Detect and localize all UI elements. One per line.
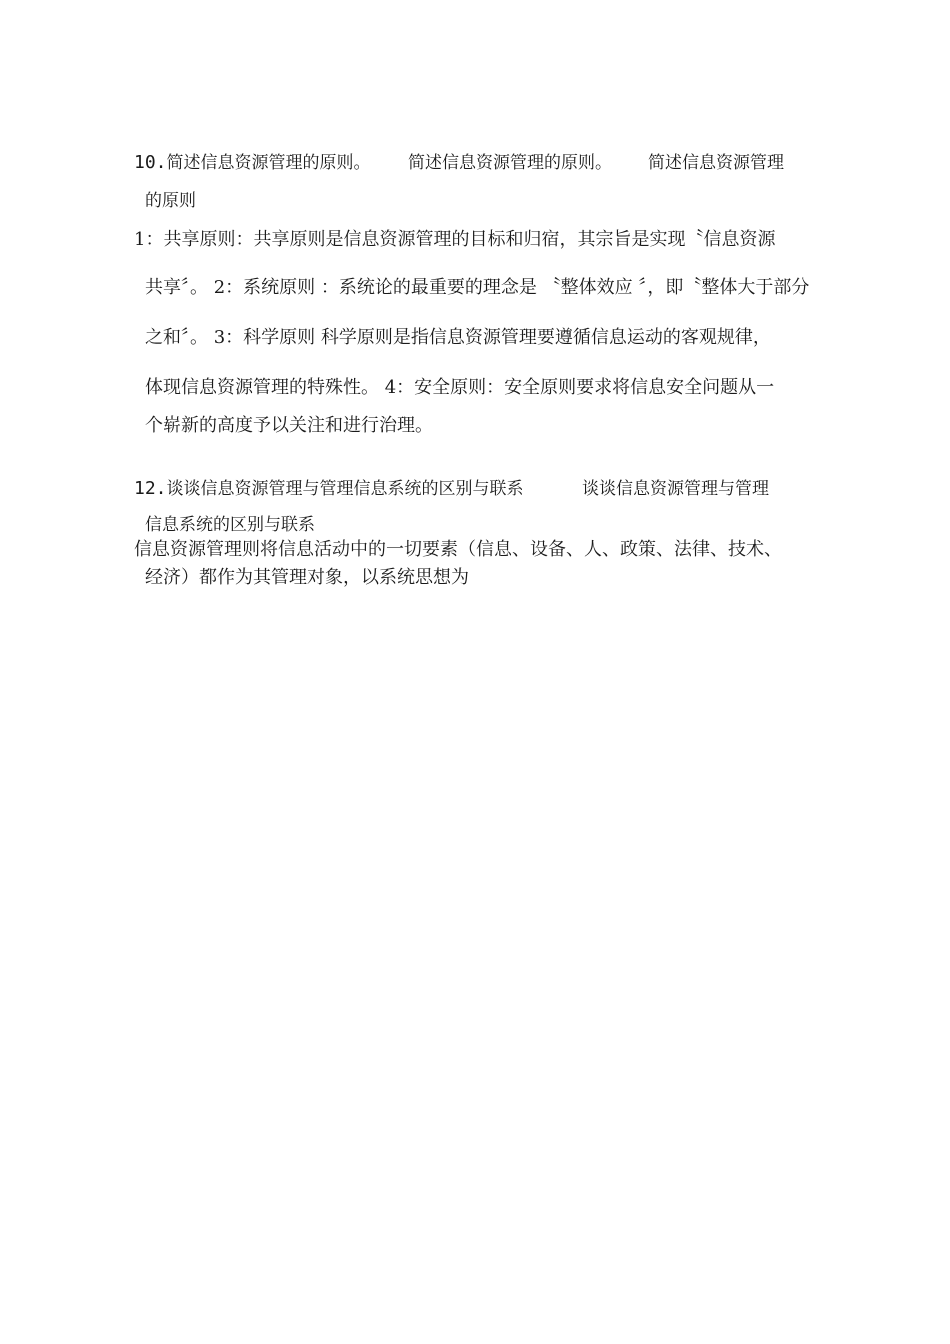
heading-text-repeat: 谈谈信息资源管理与管理 <box>582 479 769 499</box>
body-line: 个崭新的高度予以关注和进行治理。 <box>145 415 433 436</box>
body-line: 信息资源管理则将信息活动中的一切要素（信息、设备、人、政策、法律、技术、 <box>134 539 782 560</box>
body-line: 经济）都作为其管理对象，以系统思想为 <box>145 567 469 588</box>
body-line: 1：共享原则：共享原则是信息资源管理的目标和归宿，其宗旨是实现〝信息资源 <box>134 229 776 250</box>
body-line: 体现信息资源管理的特殊性。 4：安全原则：安全原则要求将信息安全问题从一 <box>145 377 775 398</box>
heading-text: 简述信息资源管理的原则。 <box>166 153 371 173</box>
heading-text-repeat: 简述信息资源管理 <box>648 153 784 173</box>
heading-text-repeat: 简述信息资源管理的原则。 <box>408 153 612 173</box>
heading-text-continuation: 的原则 <box>145 191 196 211</box>
section-10-heading <box>134 152 371 174</box>
heading-text: 谈谈信息资源管理与管理信息系统的区别与联系 <box>166 479 524 499</box>
heading-text-continuation: 信息系统的区别与联系 <box>145 515 315 535</box>
section-12-heading <box>134 478 524 500</box>
section-number: 10. <box>134 152 167 173</box>
body-line: 之和〞。 3：科学原则 科学原则是指信息资源管理要遵循信息运动的客观规律， <box>145 327 771 348</box>
body-line: 共享〞。 2：系统原则 ：系统论的最重要的理念是 〝整体效应 〞，即〝整体大于部分 <box>145 277 810 298</box>
section-number: 12. <box>134 478 167 499</box>
